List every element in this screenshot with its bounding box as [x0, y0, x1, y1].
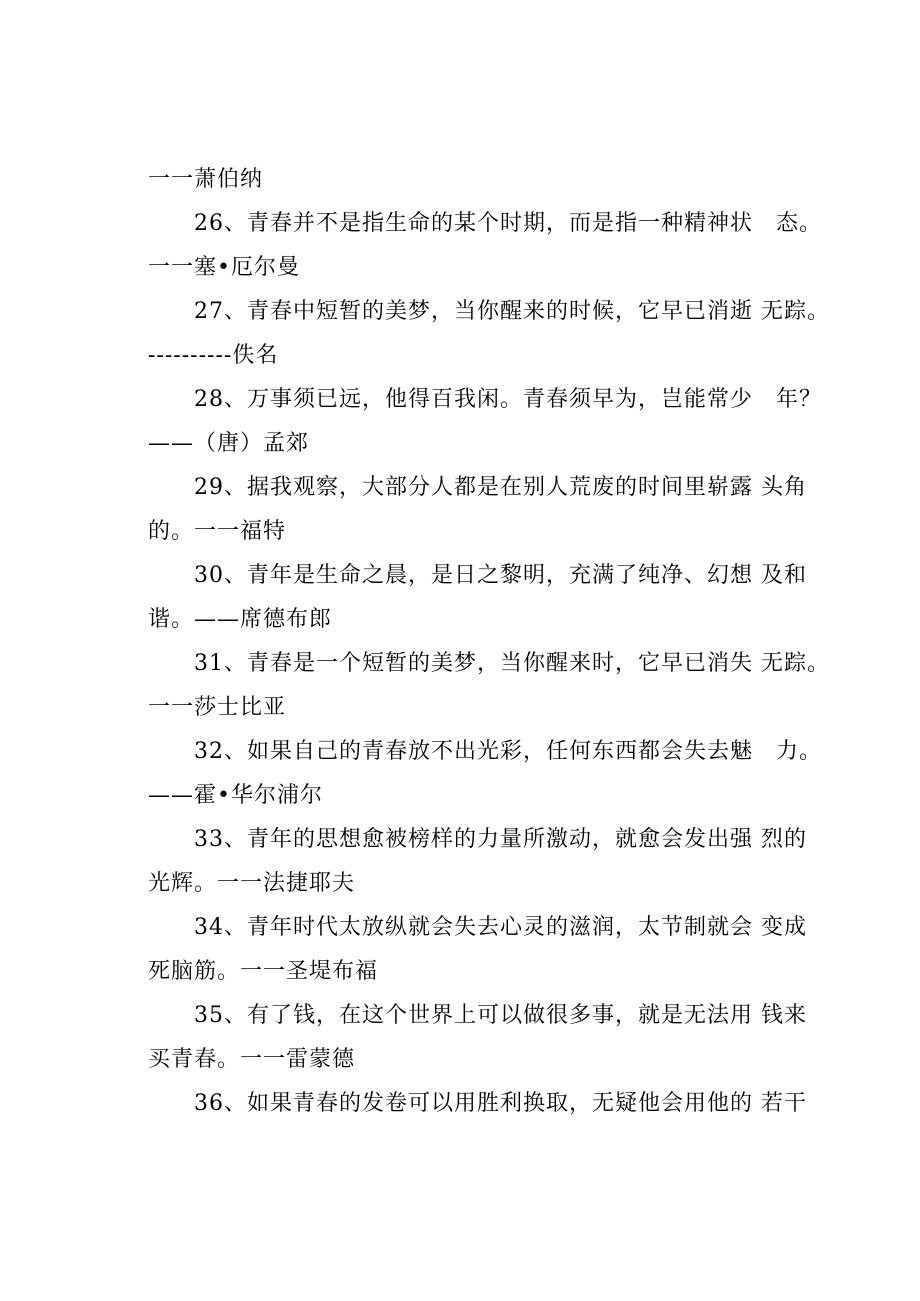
text-line: 26、青春并不是指生命的某个时期，而是指一种精神状 态。 — [194, 211, 822, 236]
text-line: 33、青年的思想愈被榜样的力量所激动，就愈会发出强 烈的 — [194, 827, 807, 852]
text-line: 29、据我观察，大部分人都是在别人荒废的时间里崭露 头角 — [194, 475, 807, 500]
text-line: 28、万事须已远，他得百我闲。青春须早为，岂能常少 年？ — [194, 387, 822, 412]
text-line: ——霍•华尔浦尔 — [148, 783, 323, 808]
text-line: 的。一一福特 — [148, 519, 287, 544]
text-line: 30、青年是生命之晨，是日之黎明，充满了纯净、幻想 及和 — [194, 563, 807, 588]
text-line: 谐。——席德布郎 — [148, 607, 333, 632]
text-line: ----------佚名 — [148, 343, 279, 368]
text-line: 光辉。一一法捷耶夫 — [148, 871, 356, 896]
text-line: 27、青春中短暂的美梦，当你醒来的时候，它早已消逝 无踪。 — [194, 299, 830, 324]
text-line: 34、青年时代太放纵就会失去心灵的滋润，太节制就会 变成 — [194, 915, 807, 940]
text-line: ——（唐）孟郊 — [148, 431, 310, 456]
text-line: 31、青春是一个短暂的美梦，当你醒来时，它早已消失 无踪。 — [194, 651, 830, 676]
text-line: 一一莎士比亚 — [148, 695, 287, 720]
text-line: 一一萧伯纳 — [148, 167, 264, 192]
text-line: 32、如果自己的青春放不出光彩，任何东西都会失去魅 力。 — [194, 739, 822, 764]
text-line: 36、如果青春的发卷可以用胜利换取，无疑他会用他的 若干 — [194, 1091, 807, 1116]
text-line: 买青春。一一雷蒙德 — [148, 1047, 356, 1072]
text-line: 35、有了钱，在这个世界上可以做很多事，就是无法用 钱来 — [194, 1003, 807, 1028]
text-line: 一一塞•厄尔曼 — [148, 255, 300, 280]
text-line: 死脑筋。一一圣堤布福 — [148, 959, 379, 984]
